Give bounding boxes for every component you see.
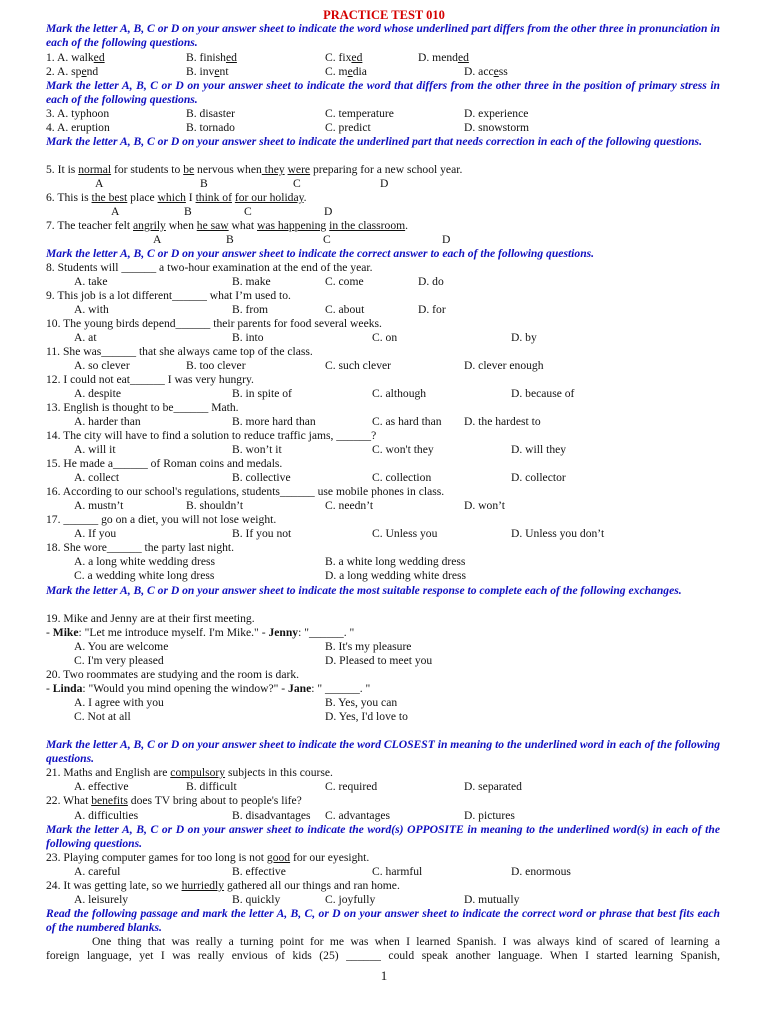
question-9-stem: 9. This job is a lot different______ what I’m used to. [46, 289, 291, 302]
q6-letter-d: D [324, 205, 333, 218]
q19-option-b: B. It's my pleasure [325, 640, 412, 653]
q3-option-b: B. disaster [186, 107, 235, 120]
instruction-correction: Mark the letter A, B, C or D on your answer sheet to indicate the underlined part that needs correction in each of the following questions. [46, 135, 702, 148]
question-20-dialogue: - Linda: "Would you mind opening the window?" - Jane: " ______. " [46, 682, 371, 695]
test-title: PRACTICE TEST 010 [323, 8, 445, 22]
question-16-stem: 16. According to our school's regulations, students______ use mobile phones in class. [46, 485, 445, 498]
q23-option-a: A. careful [74, 865, 121, 878]
q20-option-c: C. Not at all [74, 710, 131, 723]
q12-option-c: C. although [372, 387, 427, 400]
q10-option-b: B. into [232, 331, 264, 344]
q14-option-d: D. will they [511, 443, 567, 456]
question-22-stem: 22. What benefits does TV bring about to people's life? [46, 794, 302, 807]
q11-option-a: A. so clever [74, 359, 130, 372]
instruction-passage: Read the following passage and mark the letter A, B, C, or D on your answer sheet to indicate the correct word or phrase that best fits each of the numbered blanks. [46, 907, 720, 934]
q23-option-b: B. effective [232, 865, 286, 878]
question-23-stem: 23. Playing computer games for too long is not good for our eyesight. [46, 851, 370, 864]
q12-option-d: D. because of [511, 387, 575, 400]
q21-option-a: A. effective [74, 780, 129, 793]
q8-option-d: D. do [418, 275, 444, 288]
q10-option-a: A. at [74, 331, 97, 344]
q11-option-c: C. such clever [325, 359, 391, 372]
q11-option-d: D. clever enough [464, 359, 544, 372]
q10-option-d: D. by [511, 331, 537, 344]
q20-option-d: D. Yes, I'd love to [325, 710, 408, 723]
q24-option-a: A. leisurely [74, 893, 129, 906]
q12-option-b: B. in spite of [232, 387, 292, 400]
question-6: 6. This is the best place which I think of for our holiday. [46, 191, 307, 204]
q5-letter-d: D [380, 177, 389, 190]
q5-letter-c: C [293, 177, 301, 190]
q2-option-c: C. media [325, 65, 367, 78]
q7-letter-b: B [226, 233, 234, 246]
page-number: 1 [380, 968, 388, 983]
q11-option-b: B. too clever [186, 359, 246, 372]
q14-option-b: B. won’t it [232, 443, 282, 456]
q22-option-c: C. advantages [325, 809, 391, 822]
q6-letter-b: B [184, 205, 192, 218]
question-12-stem: 12. I could not eat______ I was very hungry. [46, 373, 254, 386]
q5-letter-a: A [95, 177, 104, 190]
question-11-stem: 11. She was______ that she always came top of the class. [46, 345, 313, 358]
question-19-dialogue: - Mike: "Let me introduce myself. I'm Mike." - Jenny: "______. " [46, 626, 355, 639]
q18-option-d: D. a long wedding white dress [325, 569, 467, 582]
instruction-correct-answer: Mark the letter A, B, C or D on your answer sheet to indicate the correct answer to each of the following questions. [46, 247, 595, 260]
q1-option-d: D. mended [418, 51, 469, 64]
passage-line-2: foreign language, yet I was really envious of kids (25) ______ could speak another language. When I started learning Spanish, [46, 949, 720, 962]
q19-option-d: D. Pleased to meet you [325, 654, 433, 667]
question-24-stem: 24. It was getting late, so we hurriedly gathered all our things and ran home. [46, 879, 400, 892]
q7-letter-c: C [323, 233, 331, 246]
q12-option-a: A. despite [74, 387, 122, 400]
q21-option-c: C. required [325, 780, 378, 793]
q17-option-a: A. If you [74, 527, 117, 540]
q8-option-a: A. take [74, 275, 108, 288]
question-7: 7. The teacher felt angrily when he saw what was happening in the classroom. [46, 219, 409, 232]
q13-option-a: A. harder than [74, 415, 141, 428]
q15-option-a: A. collect [74, 471, 120, 484]
q16-option-b: B. shouldn’t [186, 499, 244, 512]
q23-option-c: C. harmful [372, 865, 423, 878]
q18-option-c: C. a wedding white long dress [74, 569, 215, 582]
q19-option-c: C. I'm very pleased [74, 654, 164, 667]
question-17-stem: 17. ______ go on a diet, you will not lose weight. [46, 513, 277, 526]
instruction-exchanges: Mark the letter A, B, C or D on your answer sheet to indicate the most suitable response to complete each of the following exchanges. [46, 584, 682, 597]
q3-option-c: C. temperature [325, 107, 394, 120]
q22-option-a: A. difficulties [74, 809, 139, 822]
question-18-stem: 18. She wore______ the party last night. [46, 541, 235, 554]
question-15-stem: 15. He made a______ of Roman coins and medals. [46, 457, 283, 470]
q3-option-d: D. experience [464, 107, 529, 120]
q24-option-c: C. joyfully [325, 893, 376, 906]
q15-option-b: B. collective [232, 471, 291, 484]
question-20-stem: 20. Two roommates are studying and the room is dark. [46, 668, 300, 681]
q21-option-b: B. difficult [186, 780, 237, 793]
question-10-stem: 10. The young birds depend______ their parents for food several weeks. [46, 317, 382, 330]
passage-line-1: One thing that was really a turning point for me was when I learned Spanish. I was always kind of scared of learning a [92, 935, 720, 948]
q17-option-b: B. If you not [232, 527, 292, 540]
q4-option-c: C. predict [325, 121, 371, 134]
q1-option-c: C. fixed [325, 51, 363, 64]
q21-option-d: D. separated [464, 780, 522, 793]
q18-option-a: A. a long white wedding dress [74, 555, 216, 568]
q6-letter-a: A [111, 205, 120, 218]
q19-option-a: A. You are welcome [74, 640, 169, 653]
q10-option-c: C. on [372, 331, 398, 344]
q22-option-b: B. disadvantages [232, 809, 311, 822]
instruction-pronunciation: Mark the letter A, B, C or D on your answer sheet to indicate the word whose underlined part differs from the other three in pronunciation in each of the following questions. [46, 22, 720, 49]
question-19-stem: 19. Mike and Jenny are at their first meeting. [46, 612, 255, 625]
q9-option-d: D. for [418, 303, 446, 316]
q13-option-c: C. as hard than [372, 415, 442, 428]
q3-option-a: 3. A. typhoon [46, 107, 110, 120]
q2-option-b: B. invent [186, 65, 229, 78]
q24-option-d: D. mutually [464, 893, 520, 906]
q1-option-a: 1. A. walked [46, 51, 105, 64]
instruction-closest-meaning: Mark the letter A, B, C or D on your answer sheet to indicate the word CLOSEST in meaning to the underlined word in each of the following questions. [46, 738, 720, 765]
question-14-stem: 14. The city will have to find a solution to reduce traffic jams, ______? [46, 429, 377, 442]
question-13-stem: 13. English is thought to be______ Math. [46, 401, 239, 414]
q2-option-d: D. access [464, 65, 508, 78]
q23-option-d: D. enormous [511, 865, 571, 878]
q6-letter-c: C [244, 205, 252, 218]
q4-option-a: 4. A. eruption [46, 121, 110, 134]
q18-option-b: B. a white long wedding dress [325, 555, 466, 568]
q14-option-a: A. will it [74, 443, 116, 456]
q14-option-c: C. won't they [372, 443, 434, 456]
q5-letter-b: B [200, 177, 208, 190]
q20-option-b: B. Yes, you can [325, 696, 398, 709]
q20-option-a: A. I agree with you [74, 696, 164, 709]
q16-option-a: A. mustn’t [74, 499, 124, 512]
q7-letter-d: D [442, 233, 451, 246]
q9-option-b: B. from [232, 303, 269, 316]
q15-option-d: D. collector [511, 471, 566, 484]
q13-option-b: B. more hard than [232, 415, 316, 428]
q8-option-b: B. make [232, 275, 271, 288]
q2-option-a: 2. A. spend [46, 65, 99, 78]
question-5: 5. It is normal for students to be nervous when they were preparing for a new school year. [46, 163, 463, 176]
instruction-stress: Mark the letter A, B, C or D on your answer sheet to indicate the word that differs from the other three in the position of primary stress in each of the following questions. [46, 79, 720, 106]
question-21-stem: 21. Maths and English are compulsory subjects in this course. [46, 766, 333, 779]
q22-option-d: D. pictures [464, 809, 515, 822]
q9-option-a: A. with [74, 303, 109, 316]
q16-option-d: D. won’t [464, 499, 506, 512]
q16-option-c: C. needn’t [325, 499, 374, 512]
q9-option-c: C. about [325, 303, 365, 316]
q13-option-d: D. the hardest to [464, 415, 541, 428]
q24-option-b: B. quickly [232, 893, 281, 906]
q7-letter-a: A [153, 233, 162, 246]
question-8-stem: 8. Students will ______ a two-hour examination at the end of the year. [46, 261, 373, 274]
q8-option-c: C. come [325, 275, 364, 288]
q15-option-c: C. collection [372, 471, 432, 484]
q4-option-d: D. snowstorm [464, 121, 530, 134]
q17-option-c: C. Unless you [372, 527, 438, 540]
q1-option-b: B. finished [186, 51, 237, 64]
q17-option-d: D. Unless you don’t [511, 527, 605, 540]
q4-option-b: B. tornado [186, 121, 235, 134]
instruction-opposite-meaning: Mark the letter A, B, C or D on your answer sheet to indicate the word(s) OPPOSITE in meaning to the underlined word(s) in each of the following questions. [46, 823, 720, 850]
